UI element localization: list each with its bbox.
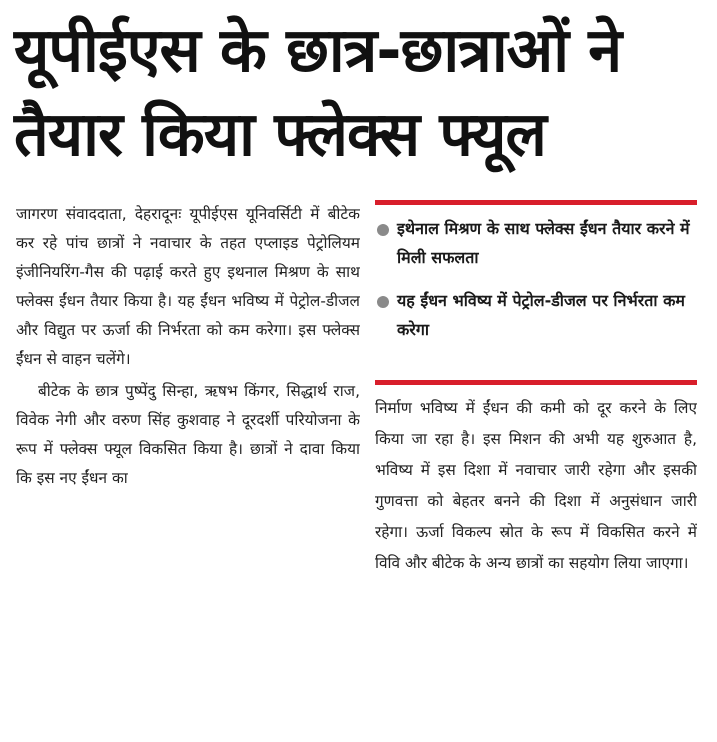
article-paragraph-3: निर्माण भविष्य में ईंधन की कमी को दूर करने के लिए किया जा रहा है। इस मिशन की अभी यह शुरुआत है, भविष्य में इस दिशा में नवाचार जारी रहेगा और इसकी गुणवत्ता को बेहतर बनने की दिशा में अनुसंधान जारी रहेगा। ऊर्जा विकल्प स्रोत के रूप में विकसित करने में विवि और बीटेक के अन्य छात्रों का सहयोग लिया जाएगा। (375, 399, 697, 572)
headline-line-2: तैयार किया फ्लेक्स फ्यूल (14, 99, 546, 170)
bullet-dot-icon (377, 224, 389, 236)
highlight-item (375, 214, 697, 272)
headline-line-1: यूपीईएस के छात्र-छात्राओं ने (14, 15, 622, 86)
highlight-text: यह ईंधन भविष्य में पेट्रोल-डीजल पर निर्भरता कम करेगा (397, 291, 685, 339)
highlight-box-bottom-rule (375, 380, 697, 385)
bullet-dot-icon (377, 296, 389, 308)
article-right-column (375, 393, 697, 733)
article-left-column (16, 200, 360, 730)
highlight-box-top-rule (375, 200, 697, 205)
article-paragraph-1: जागरण संवाददाता, देहरादूनः यूपीईएस यूनिवर्सिटी में बीटेक कर रहे पांच छात्रों ने नवाचार के तहत एप्लाइड पेट्रोलियम इंजीनियरिंग-गैस की पढ़ाई करते हुए इथनाल मिश्रण के साथ फ्लेक्स ईंधन तैयार किया है। यह ईंधन भविष्य में पेट्रोल-डीजल और विद्युत पर ऊर्जा की निर्भरता को कम करेगा। इस फ्लेक्स ईंधन से वाहन चलेंगे। (16, 205, 360, 368)
highlight-text: इथेनाल मिश्रण के साथ फ्लेक्स ईंधन तैयार करने में मिली सफलता (397, 219, 690, 267)
highlight-box (375, 214, 697, 358)
article-paragraph-2: बीटेक के छात्र पुष्पेंदु सिन्हा, ऋषभ किंगर, सिद्धार्थ राज, विवेक नेगी और वरुण सिंह कुशवाह ने दूरदर्शी परियोजना के रूप में फ्लेक्स फ्यूल विकसित किया है। छात्रों ने दावा किया कि इस नए ईंधन का (16, 382, 360, 487)
highlight-item (375, 286, 697, 344)
